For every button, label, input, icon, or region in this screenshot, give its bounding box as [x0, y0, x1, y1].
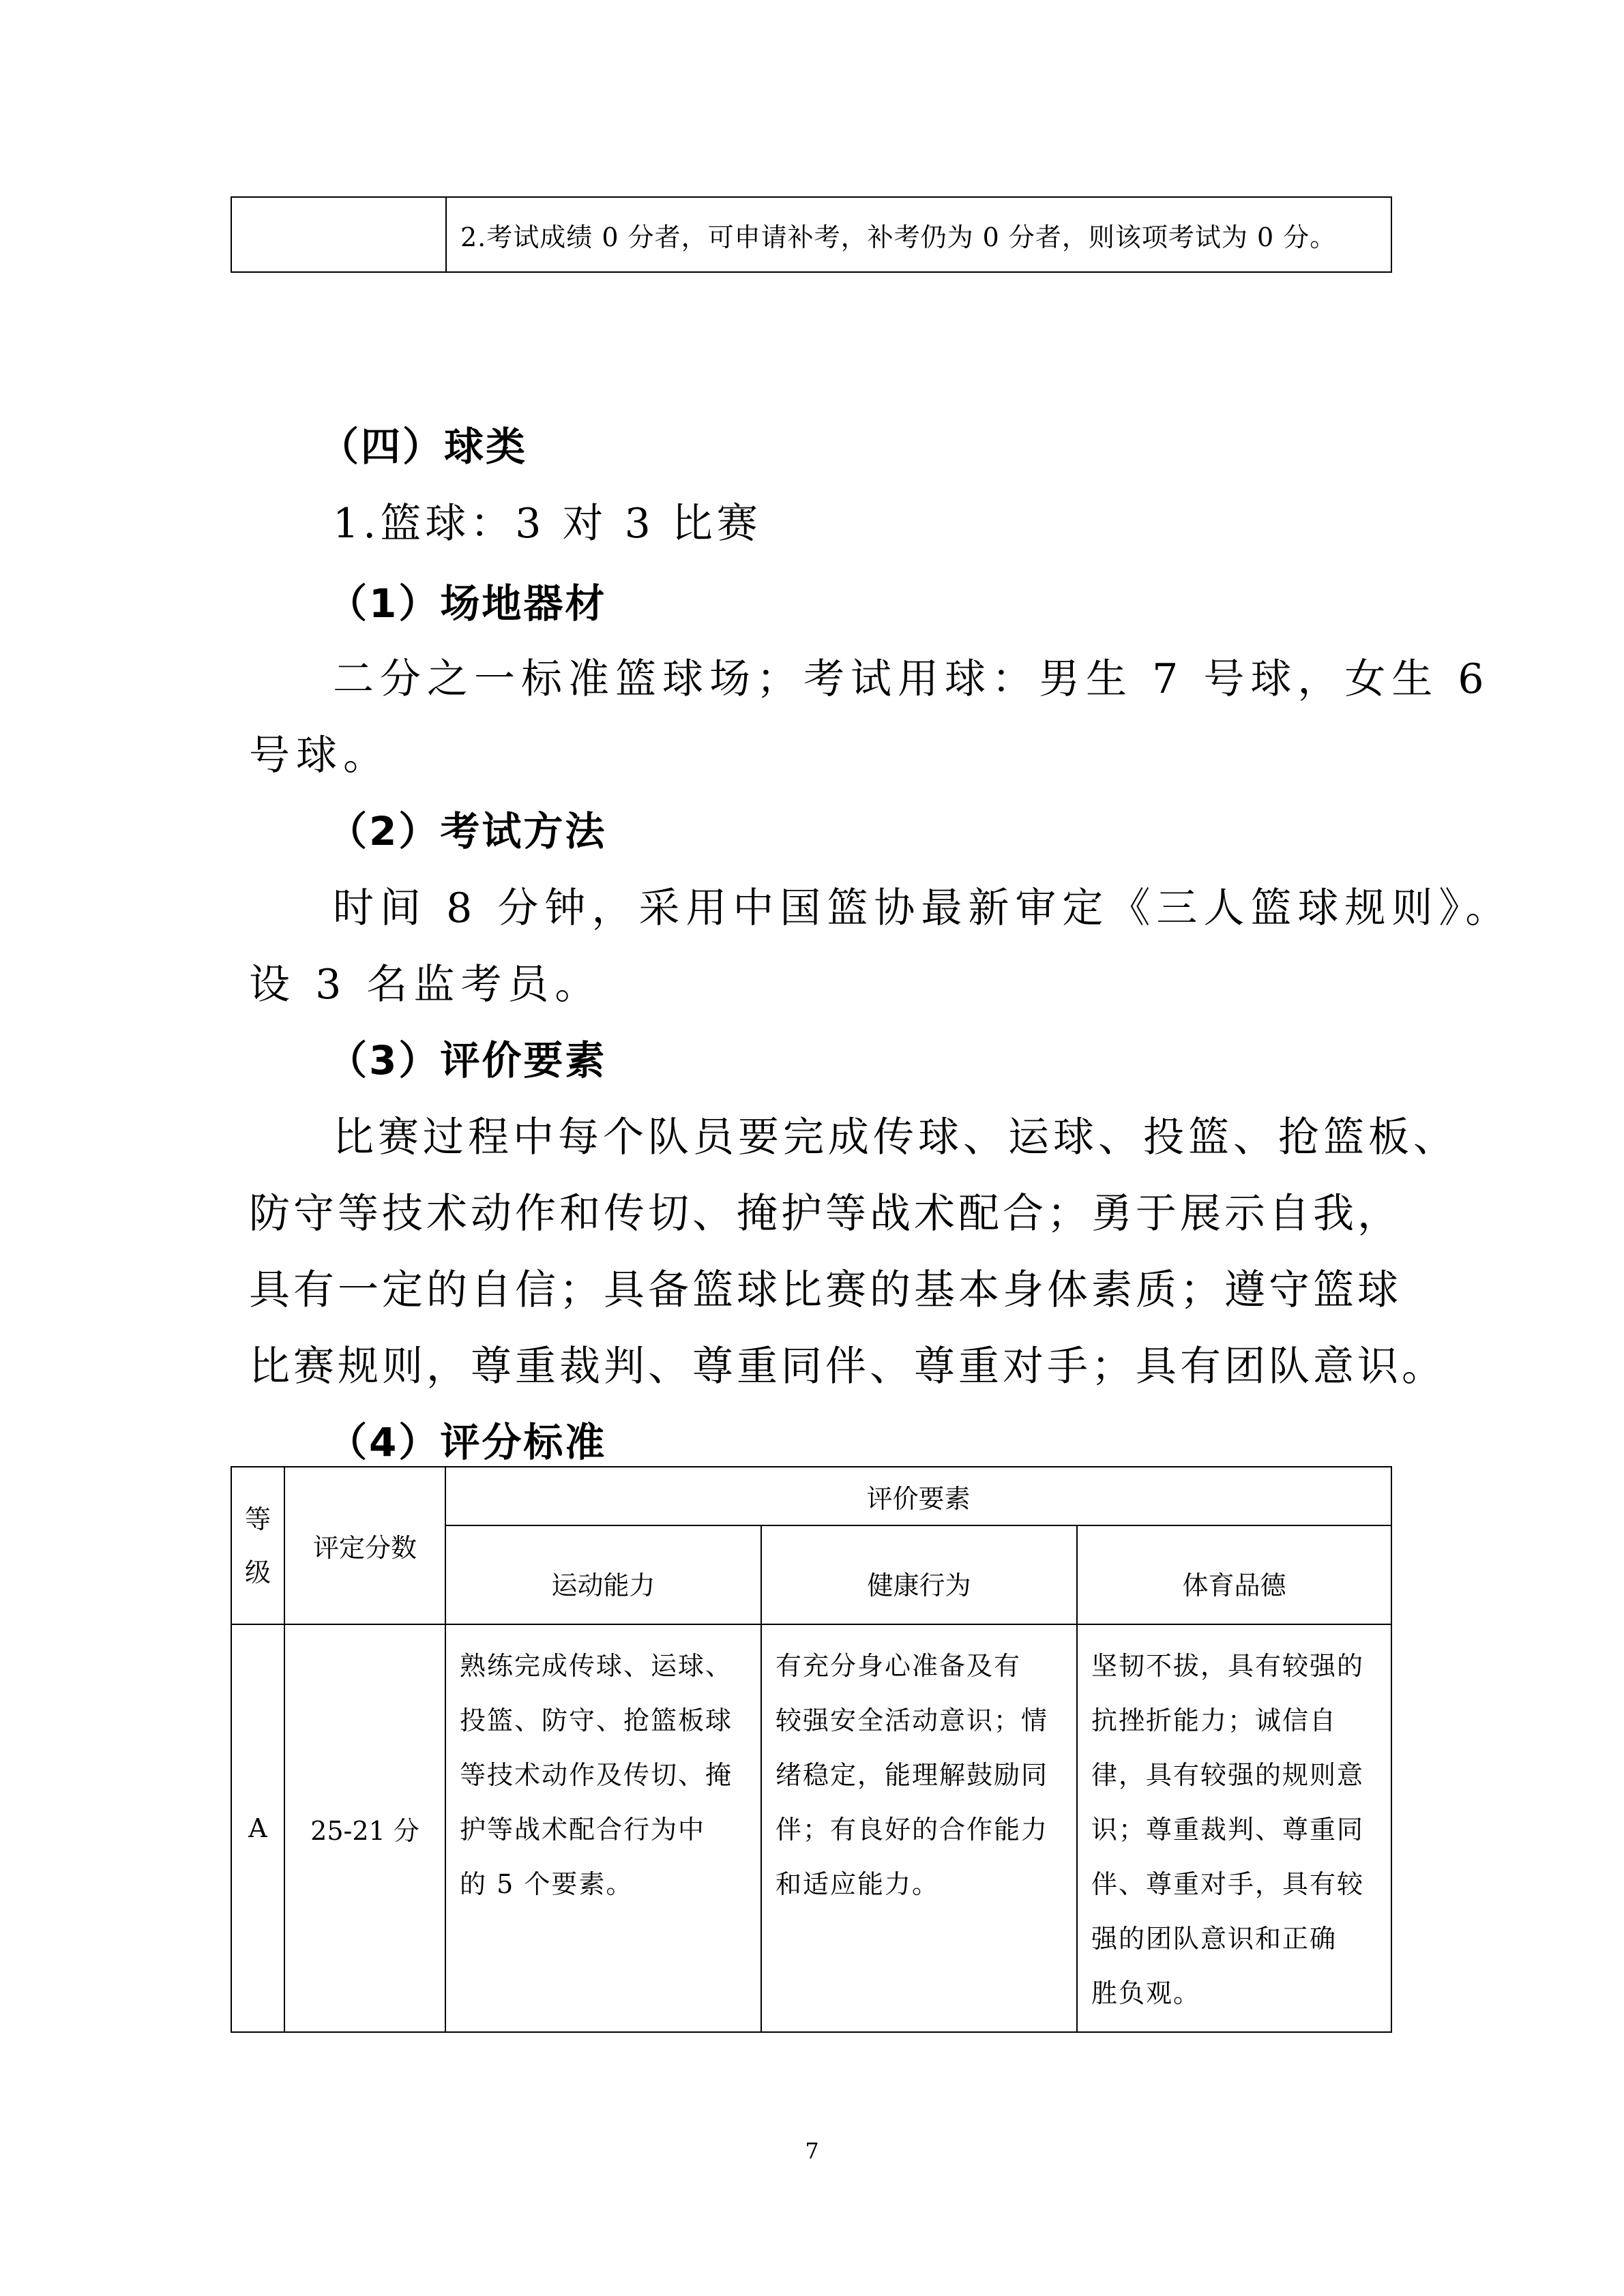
- paragraph-line: 具有一定的自信；具备篮球比赛的基本身体素质；遵守篮球: [249, 1266, 1402, 1314]
- ethics-cell: [1077, 1624, 1391, 2032]
- cell-line: 等技术动作及传切、掩: [460, 1760, 733, 1790]
- subsection-heading-scoring: （4）评分标准: [327, 1419, 607, 1465]
- health-cell: [761, 1624, 1077, 2032]
- cell-line: 抗挫折能力；诚信自: [1091, 1705, 1338, 1735]
- cell-line: 绪稳定，能理解鼓励同: [776, 1760, 1049, 1790]
- header-score-cell: 评定分数: [284, 1467, 445, 1624]
- cell-line: 有充分身心准备及有: [776, 1651, 1022, 1681]
- subsection-heading-method: （2）考试方法: [327, 808, 607, 854]
- paragraph-line: 时间 8 分钟，采用中国篮协最新审定《三人篮球规则》。: [333, 884, 1513, 932]
- cell-line: 熟练完成传球、运球、: [460, 1651, 733, 1681]
- paragraph-line: 比赛过程中每个队员要完成传球、运球、投篮、抢篮板、: [333, 1114, 1458, 1161]
- header-elements-cell: 评价要素: [445, 1467, 1391, 1525]
- cell-line: 坚韧不拔，具有较强的: [1091, 1651, 1365, 1681]
- cell-line: 的 5 个要素。: [460, 1869, 634, 1899]
- cell-line: 护等战术配合行为中: [460, 1815, 706, 1845]
- section-heading: （四）球类: [319, 423, 528, 470]
- table-note-cell: 2.考试成绩 0 分者，可申请补考，补考仍为 0 分者，则该项考试为 0 分。: [446, 197, 1391, 272]
- paragraph-line: 比赛规则，尊重裁判、尊重同伴、尊重对手；具有团队意识。: [249, 1343, 1446, 1390]
- paragraph-line: 防守等技术动作和传切、掩护等战术配合；勇于展示自我，: [249, 1190, 1402, 1238]
- cell-line: 伴、尊重对手，具有较: [1091, 1869, 1365, 1899]
- table-row: [231, 197, 1391, 272]
- header-level-char: 等: [244, 1504, 271, 1534]
- paragraph-line: 二分之一标准篮球场；考试用球：男生 7 号球，女生 6: [333, 655, 1490, 703]
- cell-line: 识；尊重裁判、尊重同: [1091, 1815, 1365, 1845]
- cell-line: 和适应能力。: [776, 1869, 940, 1899]
- cell-line: 胜负观。: [1091, 1978, 1201, 2008]
- header-health-cell: 健康行为: [761, 1525, 1077, 1624]
- scoring-table: [231, 1466, 1392, 2033]
- header-motor-cell: 运动能力: [445, 1525, 761, 1624]
- header-ethics-cell: 体育品德: [1077, 1525, 1391, 1624]
- continuation-table: [231, 196, 1392, 273]
- cell-line: 伴；有良好的合作能力: [776, 1815, 1049, 1845]
- score-cell: 25-21 分: [284, 1624, 445, 2032]
- cell-line: 投篮、防守、抢篮板球: [460, 1705, 733, 1735]
- table-header-row: [231, 1467, 1391, 1525]
- header-level-char: 级: [244, 1557, 271, 1587]
- page-number: 7: [805, 2138, 819, 2164]
- level-cell: A: [231, 1624, 284, 2032]
- paragraph-line: 号球。: [249, 732, 390, 779]
- paragraph-line: 设 3 名监考员。: [249, 961, 602, 1009]
- header-level-cell: [231, 1467, 284, 1624]
- table-cell-empty: [231, 197, 446, 272]
- cell-line: 较强安全活动意识；情: [776, 1705, 1049, 1735]
- cell-line: 律，具有较强的规则意: [1091, 1760, 1365, 1790]
- subsection-heading-elements: （3）评价要素: [327, 1037, 607, 1084]
- subsection-heading-venue: （1）场地器材: [327, 580, 607, 627]
- cell-line: 强的团队意识和正确: [1091, 1924, 1338, 1954]
- motor-cell: [445, 1624, 761, 2032]
- item-title: 1.篮球：3 对 3 比赛: [333, 500, 762, 548]
- table-row: [231, 1624, 1391, 2032]
